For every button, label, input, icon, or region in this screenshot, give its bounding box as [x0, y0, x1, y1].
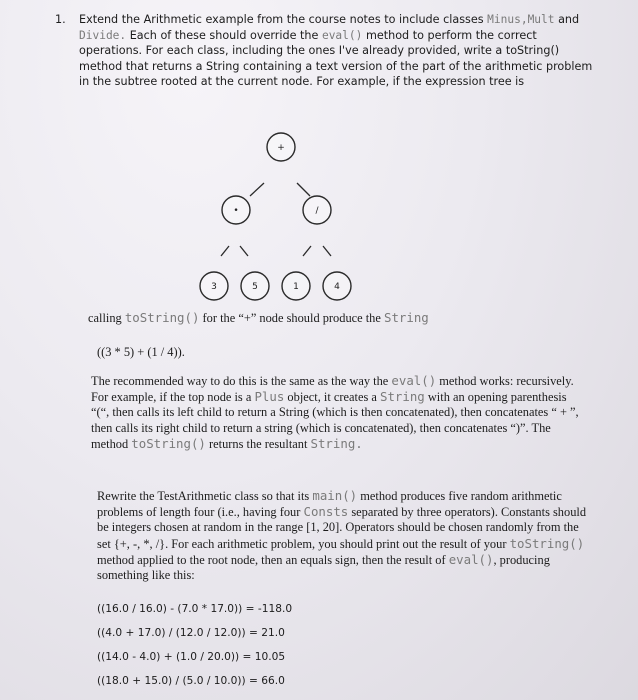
p2-text-b: method works: recursively. For example, if the top node is a	[91, 374, 574, 405]
leaf-label-1: 1	[293, 282, 299, 292]
node-right-label: /	[315, 206, 319, 216]
edge-right-1	[303, 246, 311, 256]
node-left-label: •	[233, 206, 239, 216]
code-minus: Minus,	[487, 13, 528, 26]
code-tostring: toString()	[124, 310, 200, 325]
calling-text: calling	[88, 311, 122, 325]
p3-text-b: method produces five random arithmetic problems of length four (i.e., having four	[97, 489, 562, 520]
p3-text-e: , producing something like this:	[97, 552, 550, 583]
calling-paragraph	[88, 310, 588, 326]
p2-text-a: The recommended way to do this is the same as the way the	[91, 374, 389, 388]
p3-text-d: method applied to the root node, then an equals sign, then the result of	[97, 552, 446, 567]
leaf-label-3: 3	[211, 282, 217, 292]
p2-text-e: returns the resultant	[209, 436, 308, 451]
code-main: main()	[312, 488, 358, 503]
example-output-2: ((4.0 + 17.0) / (12.0 / 12.0)) = 21.0	[97, 627, 285, 639]
instructions-text: method to perform the correct operations. For each class, including the ones I've already provided, write a toString() method that returns a String containing a text version of the part of the arithmetic problem in the subtree rooted at the current node. For example, if the expression tree is	[79, 28, 593, 89]
code-eval: eval()	[321, 28, 363, 42]
and-text: and	[558, 13, 580, 26]
p2-text-c: object, it creates a	[287, 390, 377, 405]
for-the-text: for the “+” node should produce the	[202, 311, 381, 325]
code-plus: Plus	[254, 389, 285, 405]
code-string-2: String	[379, 389, 425, 405]
p3-text-c: separated by three operators). Constants should be integers chosen at random in the range [1, 20]. Operators should be chosen randomly from the set {+, -, *, /}. For each arithmetic problem, you should print out the result of your	[97, 505, 587, 551]
code-string: String	[384, 310, 429, 325]
question-number: 1.	[55, 13, 66, 26]
code-consts: Consts	[303, 504, 349, 520]
rewrite-paragraph	[97, 488, 589, 583]
code-mult: Mult	[527, 13, 555, 26]
leaf-label-4: 4	[334, 282, 340, 292]
override-text: Each of these should override the	[129, 28, 319, 42]
edge-root-right	[297, 183, 310, 196]
edge-root-left	[250, 183, 264, 196]
code-tostring-2: toString()	[131, 435, 206, 451]
code-divide: Divide.	[79, 28, 127, 42]
edge-left-3	[221, 246, 229, 256]
p2-text-d: with an opening parenthesis “(“, then calls its left child to return a String (which is then concatenated), then concatenates “ + ”, then calls its right child to return a string (which is concatenated), then concatenates “)”. The method	[91, 390, 579, 451]
example-output-1: ((16.0 / 16.0) - (7.0 * 17.0)) = -118.0	[97, 603, 293, 615]
node-root-label: +	[277, 143, 285, 153]
p3-text-a: Rewrite the TestArithmetic class so that its	[97, 489, 310, 503]
code-eval-3: eval()	[448, 551, 494, 567]
edge-right-4	[323, 246, 331, 256]
expression-example: ((3 * 5) + (1 / 4)).	[97, 345, 185, 359]
recursion-paragraph	[91, 373, 583, 452]
code-tostring-3: toString()	[509, 535, 585, 551]
code-eval-2: eval()	[391, 373, 437, 388]
leaf-label-5: 5	[252, 282, 258, 292]
example-output-3: ((14.0 - 4.0) + (1.0 / 20.0)) = 10.05	[97, 651, 286, 663]
example-output-4: ((18.0 + 15.0) / (5.0 / 10.0)) = 66.0	[97, 675, 285, 687]
intro-text: Extend the Arithmetic example from the course notes to include classes	[79, 13, 484, 26]
edge-left-5	[240, 246, 248, 256]
code-string-3: String.	[310, 435, 363, 451]
